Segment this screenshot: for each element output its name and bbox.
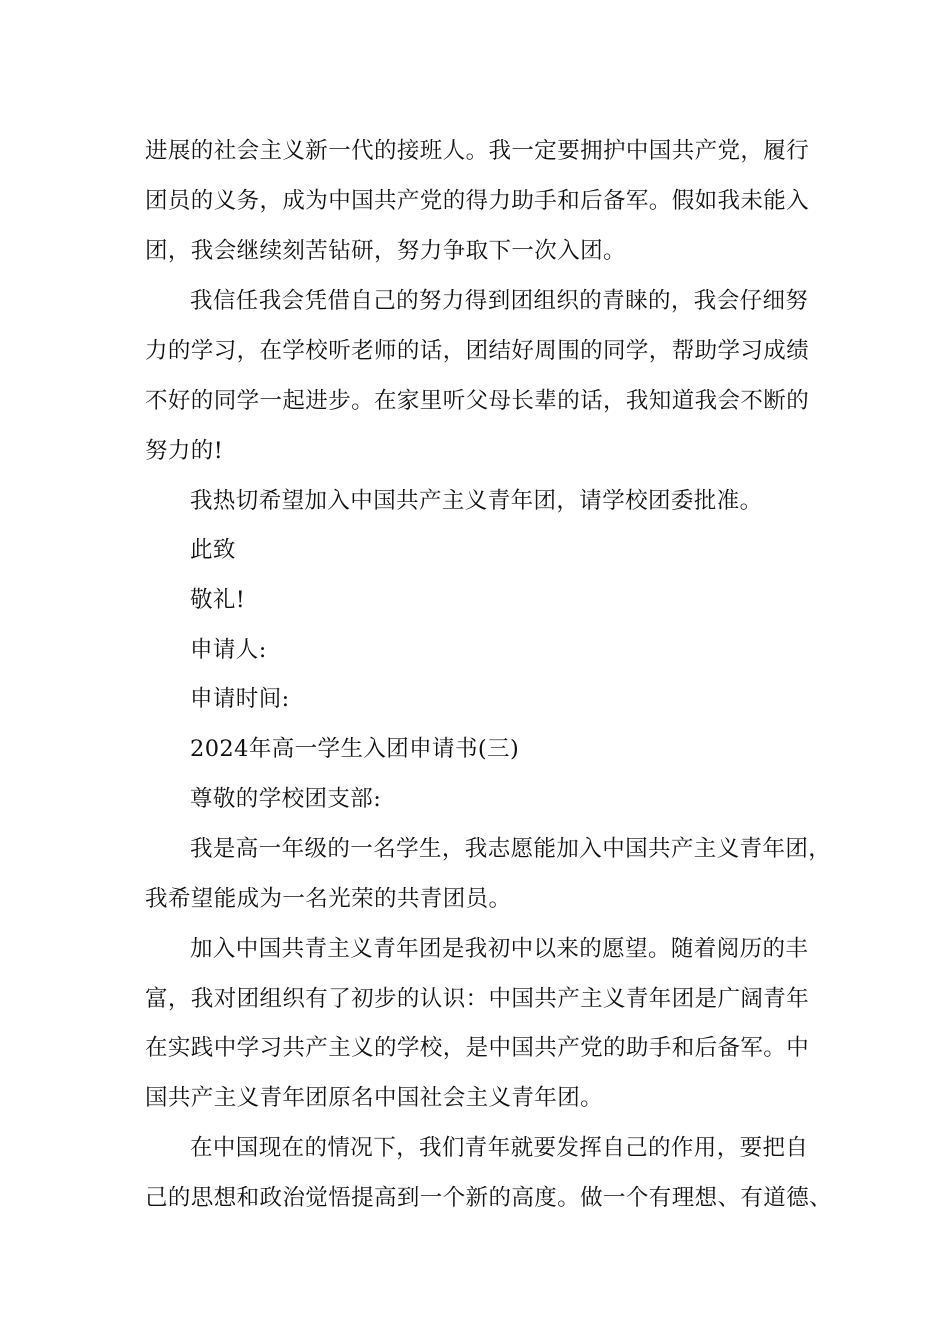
paragraph-line: 努力的! bbox=[145, 438, 224, 464]
paragraph-line: 富，我对团组织有了初步的认识：中国共产主义青年团是广阔青年 bbox=[145, 986, 810, 1012]
paragraph-line: 加入中国共青主义青年团是我初中以来的愿望。随着阅历的丰 bbox=[190, 936, 809, 962]
paragraph-line: 力的学习，在学校听老师的话，团结好周围的同学，帮助学习成绩 bbox=[145, 338, 810, 364]
applicant-label: 申请人: bbox=[190, 637, 267, 663]
paragraph-line: 团员的义务，成为中国共产党的得力助手和后备军。假如我未能入 bbox=[145, 188, 810, 214]
section-title: 2024年高一学生入团申请书(三) bbox=[190, 736, 520, 762]
paragraph-line: 我热切希望加入中国共产主义青年团，请学校团委批准。 bbox=[190, 488, 763, 514]
salutation-regards: 敬礼! bbox=[190, 587, 246, 613]
salutation-closing: 此致 bbox=[190, 537, 236, 563]
letter-greeting: 尊敬的学校团支部: bbox=[190, 786, 382, 812]
paragraph-line: 我希望能成为一名光荣的共青团员。 bbox=[145, 886, 512, 912]
paragraph-line: 团，我会继续刻苦钻研，努力争取下一次入团。 bbox=[145, 238, 626, 264]
paragraph-line: 进展的社会主义新一代的接班人。我一定要拥护中国共产党，履行 bbox=[145, 138, 810, 164]
paragraph-line: 己的思想和政治觉悟提高到一个新的高度。做一个有理想、有道德、 bbox=[145, 1185, 833, 1211]
application-date-label: 申请时间: bbox=[190, 686, 290, 712]
paragraph-line: 在实践中学习共产主义的学校，是中国共产党的助手和后备军。中 bbox=[145, 1035, 810, 1061]
paragraph-line: 国共产主义青年团原名中国社会主义青年团。 bbox=[145, 1085, 604, 1111]
paragraph-line: 在中国现在的情况下，我们青年就要发挥自己的作用，要把自 bbox=[190, 1135, 809, 1161]
paragraph-line: 我是高一年级的一名学生，我志愿能加入中国共产主义青年团， bbox=[190, 836, 832, 862]
paragraph-line: 不好的同学一起进步。在家里听父母长辈的话，我知道我会不断的 bbox=[145, 388, 810, 414]
paragraph-line: 我信任我会凭借自己的努力得到团组织的青睐的，我会仔细努 bbox=[190, 288, 809, 314]
